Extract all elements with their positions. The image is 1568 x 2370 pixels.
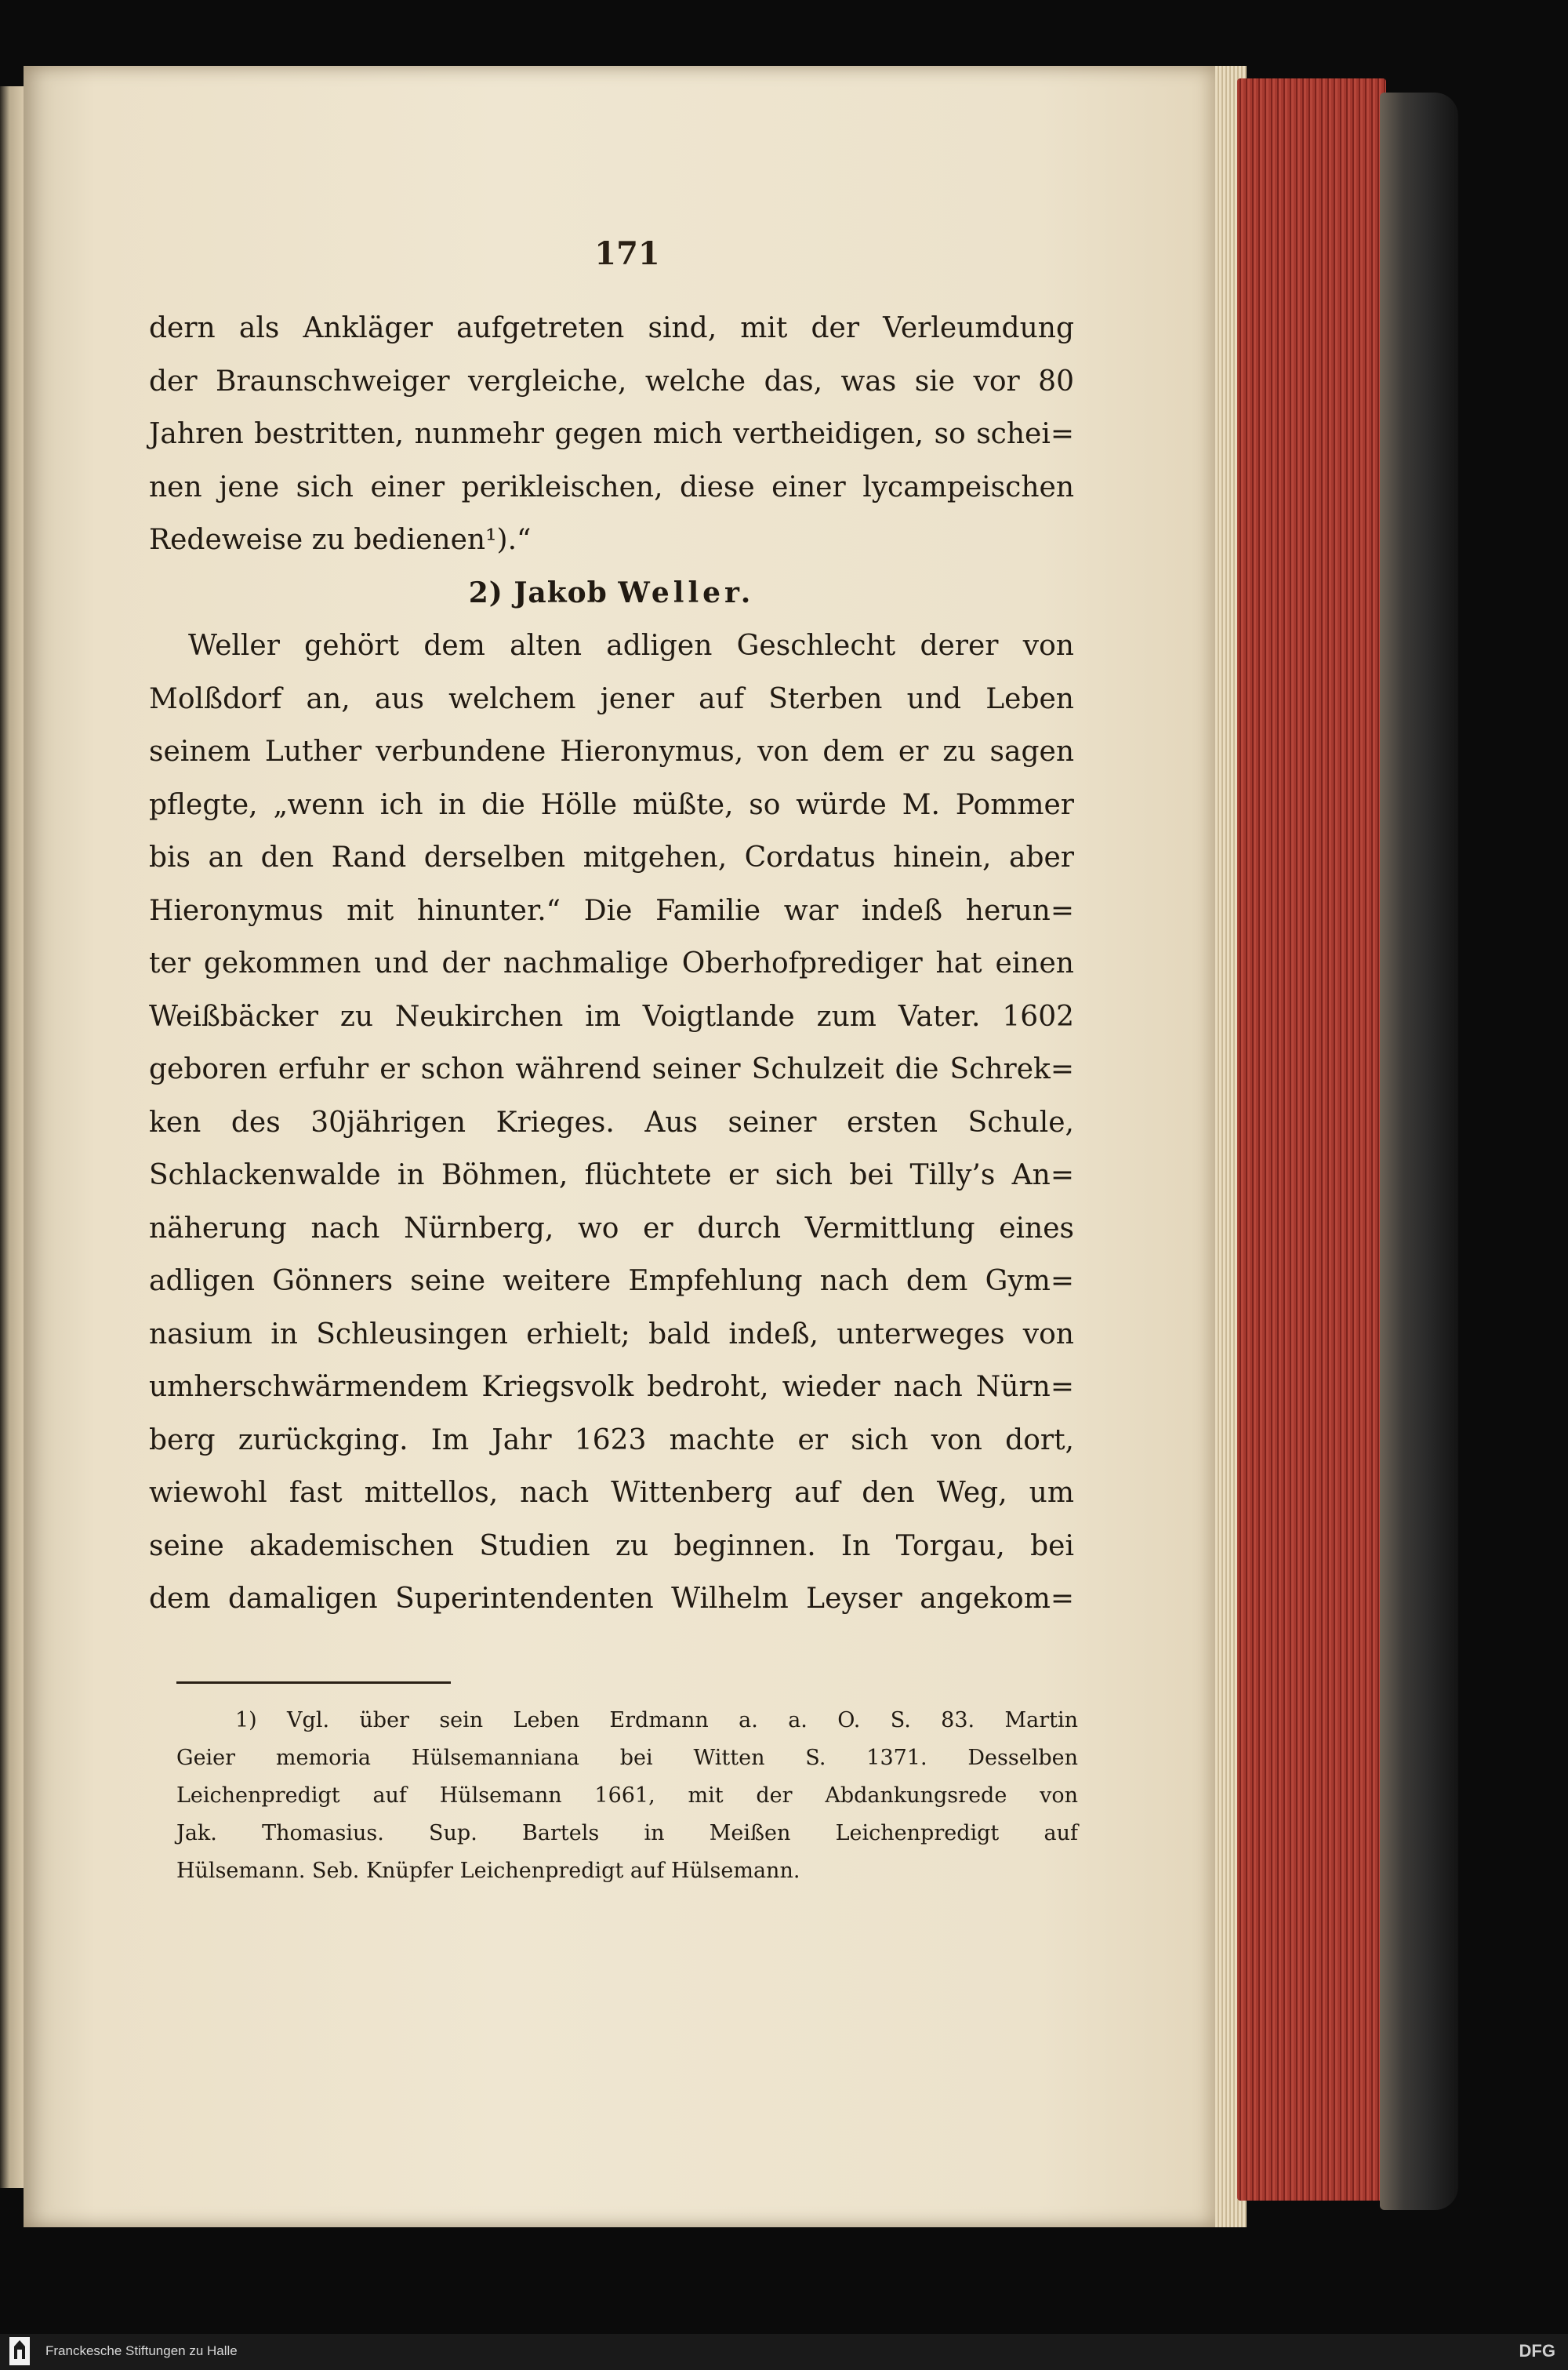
text-line: seine akademischen Studien zu beginnen. In Torgau, bei xyxy=(149,1529,1074,1562)
text-line: nen jene sich einer perikleischen, diese einer lycampeischen xyxy=(149,471,1074,503)
text-line: Hieronymus mit hinunter.“ Die Familie war indeß herun= xyxy=(149,894,1074,927)
page-number: 171 xyxy=(594,235,660,272)
text-line: nasium in Schleusingen erhielt; bald indeß, unterweges von xyxy=(149,1318,1074,1350)
section-heading-prefix: 2) Jakob xyxy=(468,576,608,609)
footnote-line: Leichenpredigt auf Hülsemann 1661, mit der Abdankungsrede von xyxy=(176,1783,1078,1808)
text-line: seinem Luther verbundene Hieronymus, von dem er zu sagen xyxy=(149,736,1074,768)
institution-name: Franckesche Stiftungen zu Halle xyxy=(45,2343,238,2358)
text-line: der Braunschweiger vergleiche, welche das, was sie vor 80 xyxy=(149,365,1074,398)
text-line: Weißbäcker zu Neukirchen im Voigtlande zum Vater. 1602 xyxy=(149,1000,1074,1033)
text-line: pflegte, „wenn ich in die Hölle müßte, so würde M. Pommer xyxy=(149,788,1074,821)
text-line: adligen Gönners seine weitere Empfehlung nach dem Gym= xyxy=(149,1265,1074,1297)
text-line: umherschwärmendem Kriegsvolk bedroht, wieder nach Nürn= xyxy=(149,1371,1074,1403)
text-line: geboren erfuhr er schon während seiner Schulzeit die Schrek= xyxy=(149,1053,1074,1085)
book-cover xyxy=(1380,93,1458,2210)
institution-logo-icon xyxy=(9,2337,30,2365)
footnote-line: Hülsemann. Seb. Knüpfer Leichenpredigt auf Hülsemann. xyxy=(176,1859,800,1883)
footnotes xyxy=(176,1702,1078,1890)
text-line: ter gekommen und der nachmalige Oberhofprediger hat einen xyxy=(149,947,1074,980)
text-line: Molßdorf an, aus welchem jener auf Sterben und Leben xyxy=(149,682,1074,715)
left-page-edge xyxy=(0,86,24,2188)
main-text xyxy=(149,302,1074,1626)
text-line: bis an den Rand derselben mitgehen, Cordatus hinein, aber xyxy=(149,841,1074,874)
footer-bar xyxy=(0,2334,1568,2370)
dfg-watermark: DFG xyxy=(1519,2341,1555,2361)
text-line: wiewohl fast mittellos, nach Wittenberg auf den Weg, um xyxy=(149,1477,1074,1509)
text-line: näherung nach Nürnberg, wo er durch Vermittlung eines xyxy=(149,1212,1074,1245)
text-line: dem damaligen Superintendenten Wilhelm Leyser angekom= xyxy=(149,1583,1074,1615)
text-line: berg zurückging. Im Jahr 1623 machte er sich von dort, xyxy=(149,1423,1074,1456)
section-heading xyxy=(149,567,1074,620)
footnote-line: Jak. Thomasius. Sup. Bartels in Meißen Leichenpredigt auf xyxy=(176,1821,1078,1845)
footnote-line: Geier memoria Hülsemanniana bei Witten S. 1371. Desselben xyxy=(176,1746,1078,1770)
text-line: Weller gehört dem alten adligen Geschlecht derer von xyxy=(188,630,1074,662)
text-line: ken des 30jährigen Krieges. Aus seiner ersten Schule, xyxy=(149,1106,1074,1139)
text-line: Redeweise zu bedienen¹).“ xyxy=(149,524,532,556)
text-line: dern als Ankläger aufgetreten sind, mit der Verleumdung xyxy=(149,312,1074,344)
text-line: Jahren bestritten, nunmehr gegen mich vertheidigen, so schei= xyxy=(149,418,1074,450)
red-page-edge xyxy=(1237,78,1386,2201)
section-heading-name: Weller. xyxy=(618,576,755,609)
footnote-rule xyxy=(176,1681,451,1684)
footnote-line: 1) Vgl. über sein Leben Erdmann a. a. O. S. 83. Martin xyxy=(235,1708,1078,1732)
text-line: Schlackenwalde in Böhmen, flüchtete er sich bei Tilly’s An= xyxy=(149,1159,1074,1191)
